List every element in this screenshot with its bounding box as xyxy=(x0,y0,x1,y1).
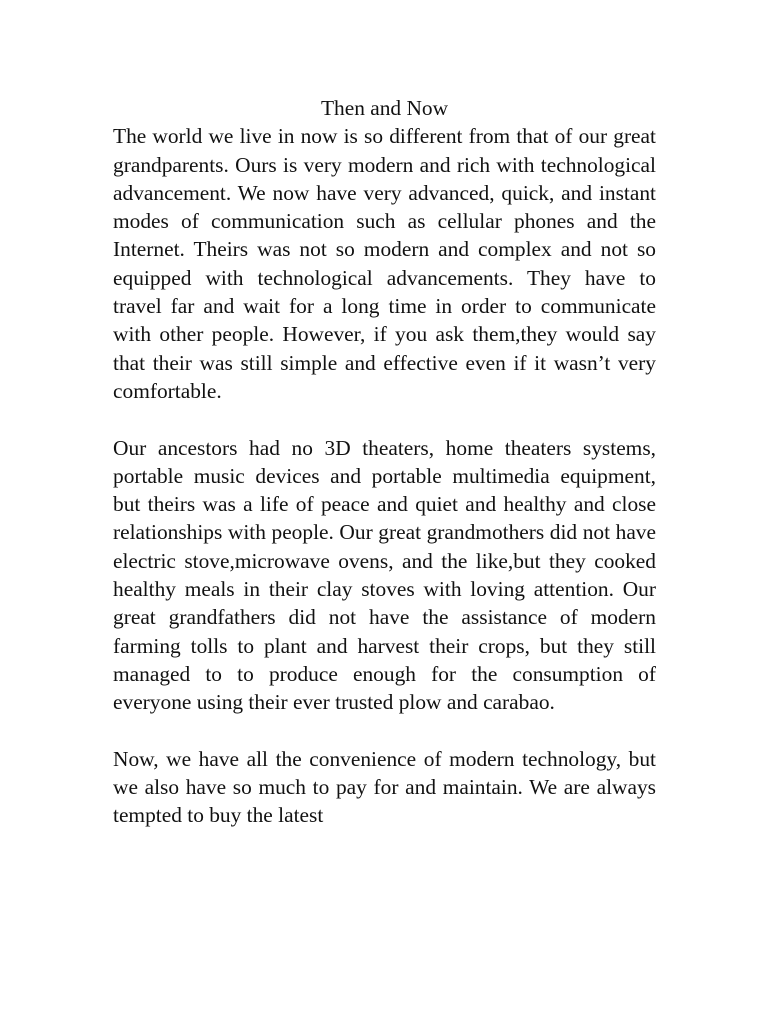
document-body xyxy=(113,94,656,830)
paragraph-3: Now, we have all the convenience of modern technology, but we also have so much to pay for and maintain. We are always tempted to buy the latest xyxy=(113,746,656,828)
paragraph-2: Our ancestors had no 3D theaters, home theaters systems, portable music devices and portable multimedia equipment, but theirs was a life of peace and quiet and healthy and close relationships with people. Our great grandmothers did not have electric stove,microwave ovens, and the like,but they cooked healthy meals in their clay stoves with loving attention. Our great grandfathers did not have the assistance of modern farming tolls to plant and harvest their crops, but they still managed to to produce enough for the consumption of everyone using their ever trusted plow and carabao. xyxy=(113,435,656,715)
document-title: Then and Now xyxy=(320,96,449,120)
paragraph-1: The world we live in now is so different from that of our great grandparents. Ours is very modern and rich with technological advancement. We now have very advanced, quick, and instant modes of communication such as cellular phones and the Internet. Theirs was not so modern and complex and not so equipped with technological advancements. They have to travel far and wait for a long time in order to communicate with other people. However, if you ask them,they would say that their was still simple and effective even if it wasn’t very comfortable. xyxy=(113,124,656,403)
